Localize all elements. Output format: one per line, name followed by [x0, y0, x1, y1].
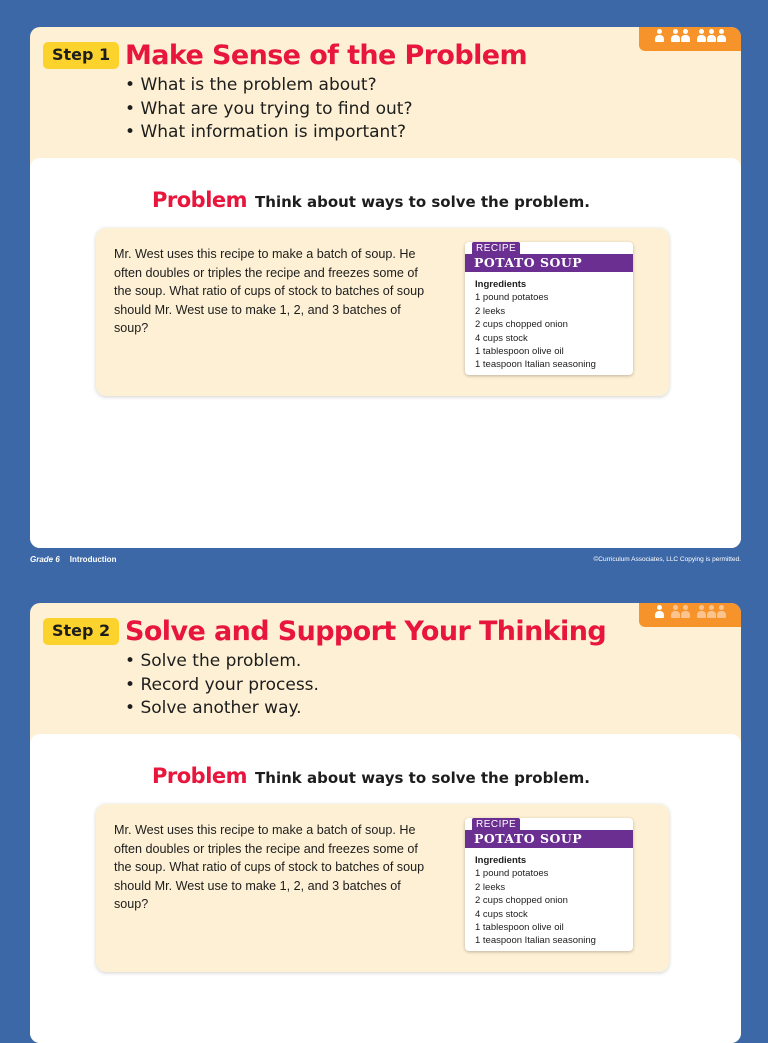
ingredient-item: 1 teaspoon Italian seasoning: [475, 935, 596, 947]
ingredient-item: 1 teaspoon Italian seasoning: [475, 359, 596, 371]
step-badge: Step 2: [43, 618, 119, 645]
recipe-tag: RECIPE: [472, 242, 520, 255]
step-bullets: [125, 74, 412, 145]
ingredient-item: 1 pound potatoes: [475, 292, 549, 304]
group-icon: [697, 29, 726, 43]
step-bullets: [125, 650, 319, 721]
footer-grade: Grade 6: [30, 555, 60, 564]
partners-icon: [671, 605, 690, 619]
ingredient-item: 2 leeks: [475, 305, 506, 317]
problem-text: Mr. West uses this recipe to make a batch of soup. He often doubles or triples the recipe and freezes some of the soup. What ratio of cups of stock to batches of soup should Mr. West use to make 1, 2, and 3 batches of soup?: [114, 247, 425, 335]
grouping-icons-tab: [639, 27, 741, 51]
problem-card: [30, 734, 741, 1043]
ingredient-item: 1 tablespoon olive oil: [475, 922, 564, 934]
slide-step-2: [30, 603, 741, 1043]
ingredient-item: 4 cups stock: [475, 908, 528, 920]
ingredient-item: 2 leeks: [475, 881, 506, 893]
slide-step-1: [30, 27, 741, 548]
recipe-name: POTATO SOUP: [465, 830, 633, 848]
grouping-icons-tab: [639, 603, 741, 627]
footer-copyright: ©Curriculum Associates, LLC Copying is permitted.: [593, 556, 741, 563]
bullet-item: • Record your process.: [125, 674, 319, 698]
bullet-item: • Solve another way.: [125, 697, 319, 721]
step-badge: Step 1: [43, 42, 119, 69]
bullet-item: • What are you trying to find out?: [125, 98, 412, 122]
problem-heading: [152, 188, 590, 212]
ingredient-item: 2 cups chopped onion: [475, 319, 568, 331]
problem-text: Mr. West uses this recipe to make a batch of soup. He often doubles or triples the recipe and freezes some of the soup. What ratio of cups of stock to batches of soup should Mr. West use to make 1, 2, and 3 batches of soup?: [114, 823, 425, 911]
problem-heading: [152, 764, 590, 788]
step-header: [30, 603, 741, 733]
step-header: [30, 27, 741, 157]
problem-box: [96, 228, 669, 396]
problem-box: [96, 804, 669, 972]
ingredients-label: Ingredients: [475, 855, 527, 866]
problem-subtitle: Think about ways to solve the problem.: [255, 193, 590, 211]
ingredients-label: Ingredients: [475, 279, 527, 290]
page-footer: [30, 554, 741, 566]
problem-subtitle: Think about ways to solve the problem.: [255, 769, 590, 787]
individual-icon: [655, 29, 664, 43]
group-icon: [697, 605, 726, 619]
bullet-item: • Solve the problem.: [125, 650, 319, 674]
recipe-name: POTATO SOUP: [465, 254, 633, 272]
step-title: Make Sense of the Problem: [125, 40, 528, 71]
footer-section: Introduction: [69, 555, 117, 564]
ingredient-item: 2 cups chopped onion: [475, 895, 568, 907]
bullet-item: • What information is important?: [125, 121, 412, 145]
problem-label: Problem: [152, 188, 248, 212]
partners-icon: [671, 29, 690, 43]
ingredients-list: [475, 278, 596, 372]
recipe-card: [465, 242, 633, 375]
recipe-card: [465, 818, 633, 951]
ingredients-list: [475, 854, 596, 948]
bullet-item: • What is the problem about?: [125, 74, 412, 98]
ingredient-item: 1 tablespoon olive oil: [475, 346, 564, 358]
recipe-tag: RECIPE: [472, 818, 520, 831]
ingredient-item: 4 cups stock: [475, 332, 528, 344]
problem-card: [30, 158, 741, 548]
step-title: Solve and Support Your Thinking: [125, 616, 607, 647]
ingredient-item: 1 pound potatoes: [475, 868, 549, 880]
individual-icon: [655, 605, 664, 619]
problem-label: Problem: [152, 764, 248, 788]
